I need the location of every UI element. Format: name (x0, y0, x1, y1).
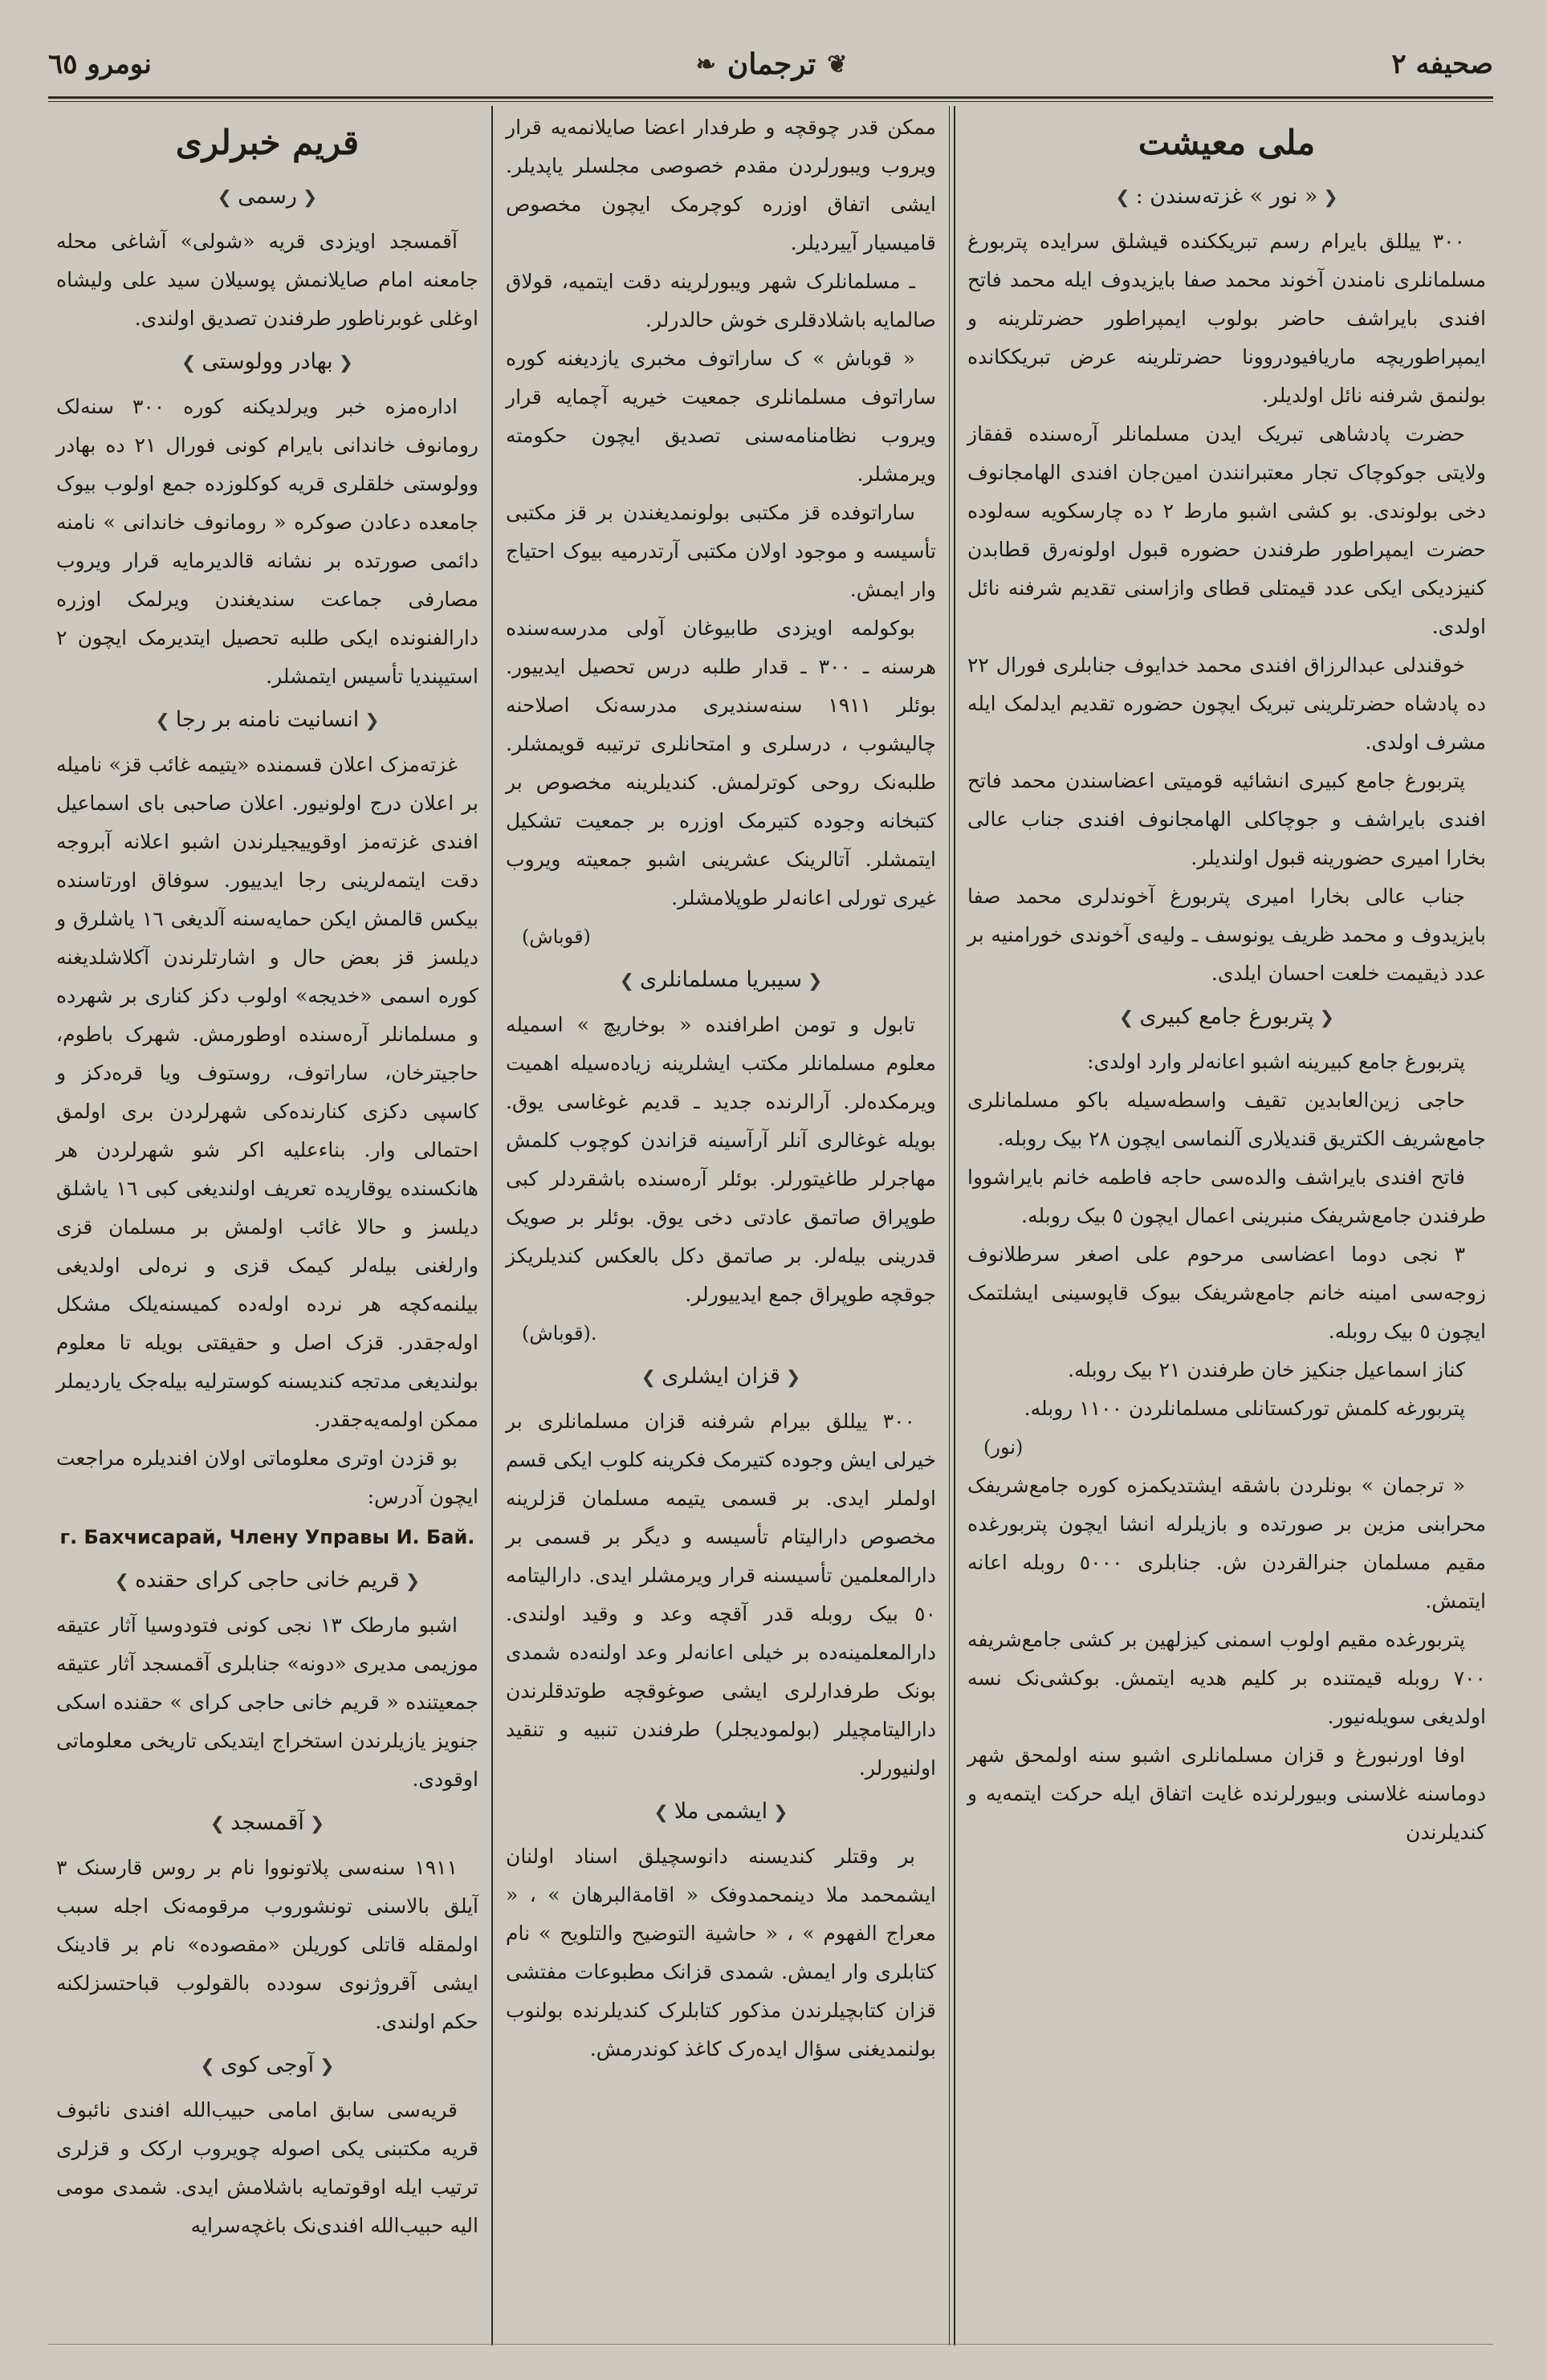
news-paragraph: پتربورغه کلمش تورکستانلی مسلمانلردن ۱۱۰۰ روبله. (1024, 1397, 1465, 1420)
paper-name: ترجمان (727, 47, 816, 81)
section-subheading (506, 959, 936, 1003)
news-paragraph: ۳ نجی دوما اعضاسی مرحوم علی اصغر سرطلانوف زوجه‌سی امینه خانم جامع‌شریفک بیوک قاپوسینی ایشلتمک ایچون ٥ بیک روبله. (967, 1243, 1486, 1343)
column-title: قریم خبرلری (175, 123, 360, 162)
bracket-ornament-icon: ❮ (314, 2057, 335, 2077)
section-subheading (56, 699, 478, 742)
bracket-ornament-icon: ❮ (399, 1572, 421, 1592)
column-divider (491, 106, 493, 2345)
page-number: صحیفه ۲ (1391, 48, 1493, 80)
column-divider (954, 106, 955, 2345)
section-subheading (56, 341, 478, 384)
bracket-ornament-icon: ❯ (181, 353, 202, 373)
news-paragraph: پتربورغده مقیم اولوب اسمنی کیزلهین بر کشی جامع‌شریفه ۷۰۰ روبله قیمتنده بر کلیم هدیه ایتمش. بوکشی‌نک نسه اولدیغی سویله‌نیور. (967, 1628, 1486, 1728)
section-subheading (967, 176, 1486, 219)
news-paragraph: تابول و تومن اطرافنده « بوخاریچ » اسمیله معلوم مسلمانلر مکتب ایشلرینه زیاده‌سیله اهمیت ویرمکده‌لر. آرالرنده جدید ـ قدیم غوغاسی یوق. بویله غوغالری آنلر آرآسینه قزاندن کوچوب کلمش مهاجرلر طاغیتورلر. بوئلر آره‌سنده باشقردلر کبی طوپراق صاتمق عادتی دخی یوق. بوئلر بر صویک قدرینی بیله‌لر. بر صاتمق دکل بالعکس کندیلریکز جوقچه طوپراق جمع ایدییورلر. (506, 1013, 936, 1306)
bracket-ornament-icon: ❮ (1317, 188, 1338, 208)
news-paragraph: حضرت پادشاهی تبریک ایدن مسلمانلر آره‌سنده قفقاز ولایتی جوکوچاک تجار معتبرانندن امین‌جان افندی الهامجانوف دخی بولوندی. بو کشی اشبو مارط ۲ ده چارسکویه سه‌لوده حضرت ایمپراطور طرفندن حضوره قبول اولونه‌رق قطابدن کنیزدیکی ایکی عدد قیمتلی قطای وازاسنی تقدیم شرفنه نائل اولدی. (967, 422, 1487, 638)
bracket-ornament-icon: ❮ (332, 353, 354, 373)
subheading-text: انسانیت نامنه بر رجا (175, 707, 360, 732)
subheading-text: قریم خانی حاجی کرای حقنده (135, 1568, 400, 1593)
subheading-text: ایشمی ملا (674, 1799, 768, 1824)
column-middle (498, 108, 947, 2340)
bracket-ornament-icon: ❯ (641, 1368, 662, 1388)
news-paragraph: ۳۰۰ ییللق بایرام رسم تبریککنده قیشلق سرایده پتربورغ مسلمانلری نامندن آخوند محمد صفا بایزیدوف ایله محمد فاتح افندی بایراشف حاضر بولوب ایمپراطور حضرتلرینه و ایمپراطوریچه ماریافیودروونا حضرتلرینه عرض تبریککانده بولنمق شرفنه نائل اولدیلر. (967, 230, 1486, 407)
news-paragraph: ـ مسلمانلرک شهر ویبورلرینه دقت ایتمیه، قولاق صالمایه باشلادقلری خوش حالدرلر. (506, 270, 936, 332)
bracket-ornament-icon: ❯ (1118, 1008, 1140, 1028)
subheading-text: آقمسجد (230, 1810, 304, 1835)
source-signature: (نور) (983, 1436, 1024, 1459)
news-paragraph: پتربورغ جامع کبیری انشائیه قومیتی اعضاسندن محمد فاتح افندی بایراشف و جوچاکلی الهامجانوف افندی جناب عالی بخارا امیری حضورینه قبول اولندیلر. (967, 769, 1486, 869)
news-paragraph: ۳۰۰ ییللق بیرام شرفنه قزان مسلمانلری بر خیرلی ایش وجوده کتیرمک فکرینه کلوب ایکی قسم اولملر ایدی. بر قسمی یتیمه مسلمان قزلرینه مخصوص دارالیتام تأسیسه و دیگر بر قسمی بر دارالمعلمین تأسیسنه قرار ویرمشلر ایدی. دارالیتامه ٥۰ بیک روبله قدر آقچه وعد و وقید اولندی. دارالمعلمینه‌ده بر خیلی اعانه‌لر وعد اولنه‌ده شمدی بونک طرفدارلری ایشی صوغوقچه طوتدقلرندن دارالیتامچیلر (بولمودیجلر) طرفندن تنبیه و تنقید اولنیورلر. (506, 1410, 936, 1780)
section-subheading (506, 1791, 936, 1834)
masthead (48, 32, 1493, 96)
bracket-ornament-icon: ❯ (619, 971, 641, 991)
news-paragraph: ۱۹۱۱ سنه‌سی پلاتونووا نام بر روس قارسنک ۳ آیلق بالاسنی تونشوروب مرقومه‌نک اجله سبب اولمقله قاتلی کوریلن «مقصوده» نام بر قادینک ایشی آقروژنوی سودده بالقولوب قباحتسزلکنه حکم اولندی. (56, 1856, 478, 2033)
news-paragraph: « ترجمان » بونلردن باشقه ایشتدیکمزه کوره جامع‌شریفک محرابنی مزین بر صورتده و بازیلرله انشا ایچون پتربورغده مقیم مسلمان جنرالقردن ش. جنابلری ٥۰۰۰ روبله اعانه ایتمش. (967, 1474, 1486, 1613)
bracket-ornament-icon: ❯ (155, 711, 176, 731)
subheading-text: « نور » غزته‌سندن : (1135, 184, 1318, 209)
news-paragraph: « قوباش » ک ساراتوف مخبری یازدیغنه کوره ساراتوف مسلمانلری جمعیت خیریه آچمایه قرار ویروب نظامنامه‌سنی تصدیق ایچون حکومته ویرمشلر. (506, 347, 936, 486)
bracket-ornament-icon: ❮ (303, 1814, 325, 1834)
subheading-text: قزان ایشلری (662, 1364, 780, 1389)
bracket-ornament-icon: ❯ (200, 2057, 221, 2077)
news-paragraph: بو قزدن اوتری معلوماتی اولان افندیلرە مراجعت ایچون آدرس: (56, 1446, 478, 1508)
issue-number: نومرو ٦٥ (48, 48, 152, 80)
bracket-ornament-icon: ❮ (801, 971, 823, 991)
section-subheading (56, 1560, 478, 1603)
news-paragraph: جناب عالی بخارا امیری پتربورغ آخوندلری محمد صفا بایزیدوف و محمد ظریف یونوسف ـ ولیه‌ی آخوندی خورامنیه بر عدد ذیقیمت خلعت احسان ایلدی. (967, 885, 1486, 985)
column-title: ملی معیشت (1138, 123, 1316, 162)
news-paragraph: حاجی زین‌العابدین تقیف واسطه‌سیله باکو مسلمانلری جامع‌شریف الکتریق قندیلاری آلنماسی ایچون ۲۸ بیک روبله. (967, 1088, 1486, 1150)
article-body (967, 176, 1486, 1852)
column-crimea-news (47, 108, 486, 2340)
news-paragraph: اشبو مارطک ۱۳ نجی کونی فتودوسیا آثار عتیقه موزیمی مدیری «دونه» جنابلری آقمسجد آثار عتیقه جمعیتنده « قریم خانی حاجی کرای » حقنده اسکی جنویز یازیلرندن استخراج ایتدیکی تاریخی معلوماتی اوقودی. (56, 1613, 478, 1791)
bracket-ornament-icon: ❯ (653, 1803, 674, 1823)
section-subheading (506, 1356, 936, 1399)
section-subheading (56, 2044, 478, 2088)
ornament-icon: ❦ (827, 50, 848, 79)
ornament-icon: ❧ (695, 50, 716, 79)
news-paragraph: قریه‌سی سابق امامی حبیب‌الله افندی نائبوف قریه مکتبنی یکی اصوله چویروب ارکک و قزلری ترتیب ایله اوقوتمایه باشلامش ایدی. شمدی مومی الیه حبیب‌الله افندی‌نک باغچه‌سرایه (56, 2098, 478, 2237)
column-national-life (959, 108, 1497, 2340)
news-paragraph: کناز اسماعیل جنکیز خان طرفندن ۲۱ بیک روبله. (1068, 1358, 1465, 1381)
subheading-text: سیبریا مسلمانلری (640, 967, 802, 992)
paper-title-block (696, 47, 848, 81)
subheading-text: پتربورغ جامع کبیری (1139, 1004, 1314, 1029)
bracket-ornament-icon: ❯ (210, 1814, 231, 1834)
source-signature: (قوباش). (522, 1322, 597, 1345)
bracket-ornament-icon: ❮ (1313, 1008, 1335, 1028)
news-paragraph: پتربورغ جامع کبیرینه اشبو اعانه‌لر وارد اولدی: (1087, 1050, 1465, 1073)
news-paragraph: اوفا اورنبورغ و قزان مسلمانلری اشبو سنه اولمحق شهر دوماسنه غلاسنی وبیورلرنده غایت اتفاق ایله حرکت ایتمه‌یه و کندیلرندن (967, 1743, 1486, 1844)
news-paragraph: آقمسجد اویزدی قریه «شولی» آشاغی محله جامعنه امام صایلانمش پوسیلان سید علی ولیشاه اوغلی غوبرناطور طرفندن تصدیق اولندی. (56, 230, 478, 330)
news-paragraph: بر وقتلر کندیسنه دانوسچیلق اسناد اولنان ایشمحمد ملا دینمحمدوفک « اقامة‌البرهان » ، « معراج الفهوم » ، « حاشیة التوضیح والتلویح » نام کتابلری وار ایمش. شمدی قزانک مطبوعات مفتشی قزان کتابچیلرندن مذکور کتابلرک کندیلرنده بولنوب بولنمدیغنی سؤال ایدەرک کاغذ کوندرمش. (506, 1845, 936, 2061)
news-paragraph: ممکن قدر چوقچه و طرفدار اعضا صایلانمه‌یه قرار ویروب ویبورلردن مقدم خصوصی مجلسلر یاپدیلر. ایشی اتفاق اوزره کوچرمک ایچون مخصوص قامیسیار آییردیلر. (506, 116, 936, 254)
section-subheading (967, 996, 1486, 1039)
bracket-ornament-icon: ❯ (114, 1572, 136, 1592)
subheading-text: آوجی کوی (220, 2052, 315, 2077)
subheading-text: رسمی (238, 184, 297, 209)
news-paragraph: ادارەمزه خبر ویرلدیکنه کوره ۳۰۰ سنه‌لک رومانوف خاندانی بایرام کونی فورال ۲۱ ده بهادر وولوستی خلقلری قریه کوکلوزده جمع اولوب بیوک جامعده دعادن صوکره « رومانوف خاندانی » نامنه دائمی صورتده بر نشانه قالدیرمایه قرار ویروب مصارفی جماعت سندیغندن ویرلمک اوزره دارالفنونده ایکی طلبه تحصیل ایتدیرمک ایچون ۲ استیپندیا تأسیس ایتمشلر. (56, 395, 478, 688)
news-paragraph: فاتح افندی بایراشف والده‌سی حاجه فاطمه خانم بایراشووا طرفندن جامع‌شریفک منبرینی اعمال ایچون ٥ بیک روبله. (967, 1166, 1486, 1227)
bracket-ornament-icon: ❮ (767, 1803, 788, 1823)
subheading-text: بهادر وولوستی (202, 349, 333, 374)
news-paragraph: خوقندلی عبدالرزاق افندی محمد خدایوف جنابلری فورال ۲۲ ده پادشاه حضرتلرینی تبریک ایچون حضوره تقدیم ایدلمک ایله مشرف اولدی. (967, 653, 1486, 754)
source-signature: (قوباش) (522, 926, 591, 948)
bracket-ornament-icon: ❮ (296, 188, 318, 208)
news-paragraph: بوکولمه اویزدی طابیوغان آولی مدرسه‌سنده هرسنه ـ ۳۰۰ ـ قدار طلبه درس تحصیل ایدییور. بوئلر ۱۹۱۱ سنه‌سندیری مدرسه‌نک اصلاحنه چالیشوب ، درسلری و امتحانلری ترتیبه قویمشلر. طلبه‌نک روحی کوترلمش. کندیلرینه مخصوص بر کتبخانه وجوده کتیرمک اوزره بر جمعیت تشکیل ایتمشلر. آتالرینک عشرینی اشبو جمعیته ویروب غیری تورلی اعانه‌لر طوپلامشلر. (506, 616, 936, 909)
section-subheading (56, 176, 478, 219)
section-subheading (56, 1802, 478, 1845)
page-bottom-rule (48, 2344, 1493, 2345)
header-rule-thin (48, 101, 1493, 102)
postal-address: г. Бахчисарай, Члену Управы И. Бай. (59, 1526, 475, 1548)
bracket-ornament-icon: ❯ (1115, 188, 1136, 208)
column-divider (949, 106, 950, 2345)
header-rule (48, 96, 1493, 99)
bracket-ornament-icon: ❮ (359, 711, 380, 731)
article-body (56, 176, 478, 2245)
bracket-ornament-icon: ❮ (780, 1368, 801, 1388)
news-paragraph: ساراتوفده قز مکتبی بولونمدیغندن بر قز مکتبی تأسیسه و موجود اولان مکتبی آرتدرمیه بیوک احتیاج وار ایمش. (506, 501, 936, 601)
bracket-ornament-icon: ❯ (217, 188, 238, 208)
news-paragraph: غزته‌مزک اعلان قسمنده «یتیمه غائب قز» نامیله بر اعلان درج اولونیور. اعلان صاحبی بای اسماعیل افندی غزته‌مز اوقوییجیلرندن اشبو اعلانه آبروجه دقت ایتمەلرینی رجا ایدییور. سوفاق اورتاسنده بیکس قالمش ایکن حمایه‌سنه آلدیغی ۱٦ یاشلرق و دیلسز قز بعض حال و اشارتلرندن آکلاشلدیغنه کوره اسمی «خدیجه» اولوب دکز کنارى بر شهرده و مسلمانلر آره‌سنده اوطورمش. شهرک باطوم، حاجیترخان، ساراتوف، روستوف ویا قره‌دکز و کاسپی دکزی کنارنده‌کی شهرلردن بری اولمق احتمالی وار. بناءعلیه اکر شو شهرلردن هر هانکسنده یوقاریده تعریف اولندیغی کبی ۱٦ یاشلق دیلسز و حالا غائب اولمش بر مسلمان قزی وارلغنی بیلەلر کیمک قزی و نرەلی اولدیغی بیلنمه‌کچه هر نرده اولەده کمیسنه‌یلک مشکل اوله‌جقدر. قزک اصل و حقیقتی بویله تا معلوم بولندیغی مدتجه کندیسنه کوسترلیه بیلەجک یاردیملر ممکن اولمەیه‌جقدر. (56, 753, 478, 1431)
article-body (506, 108, 936, 2069)
